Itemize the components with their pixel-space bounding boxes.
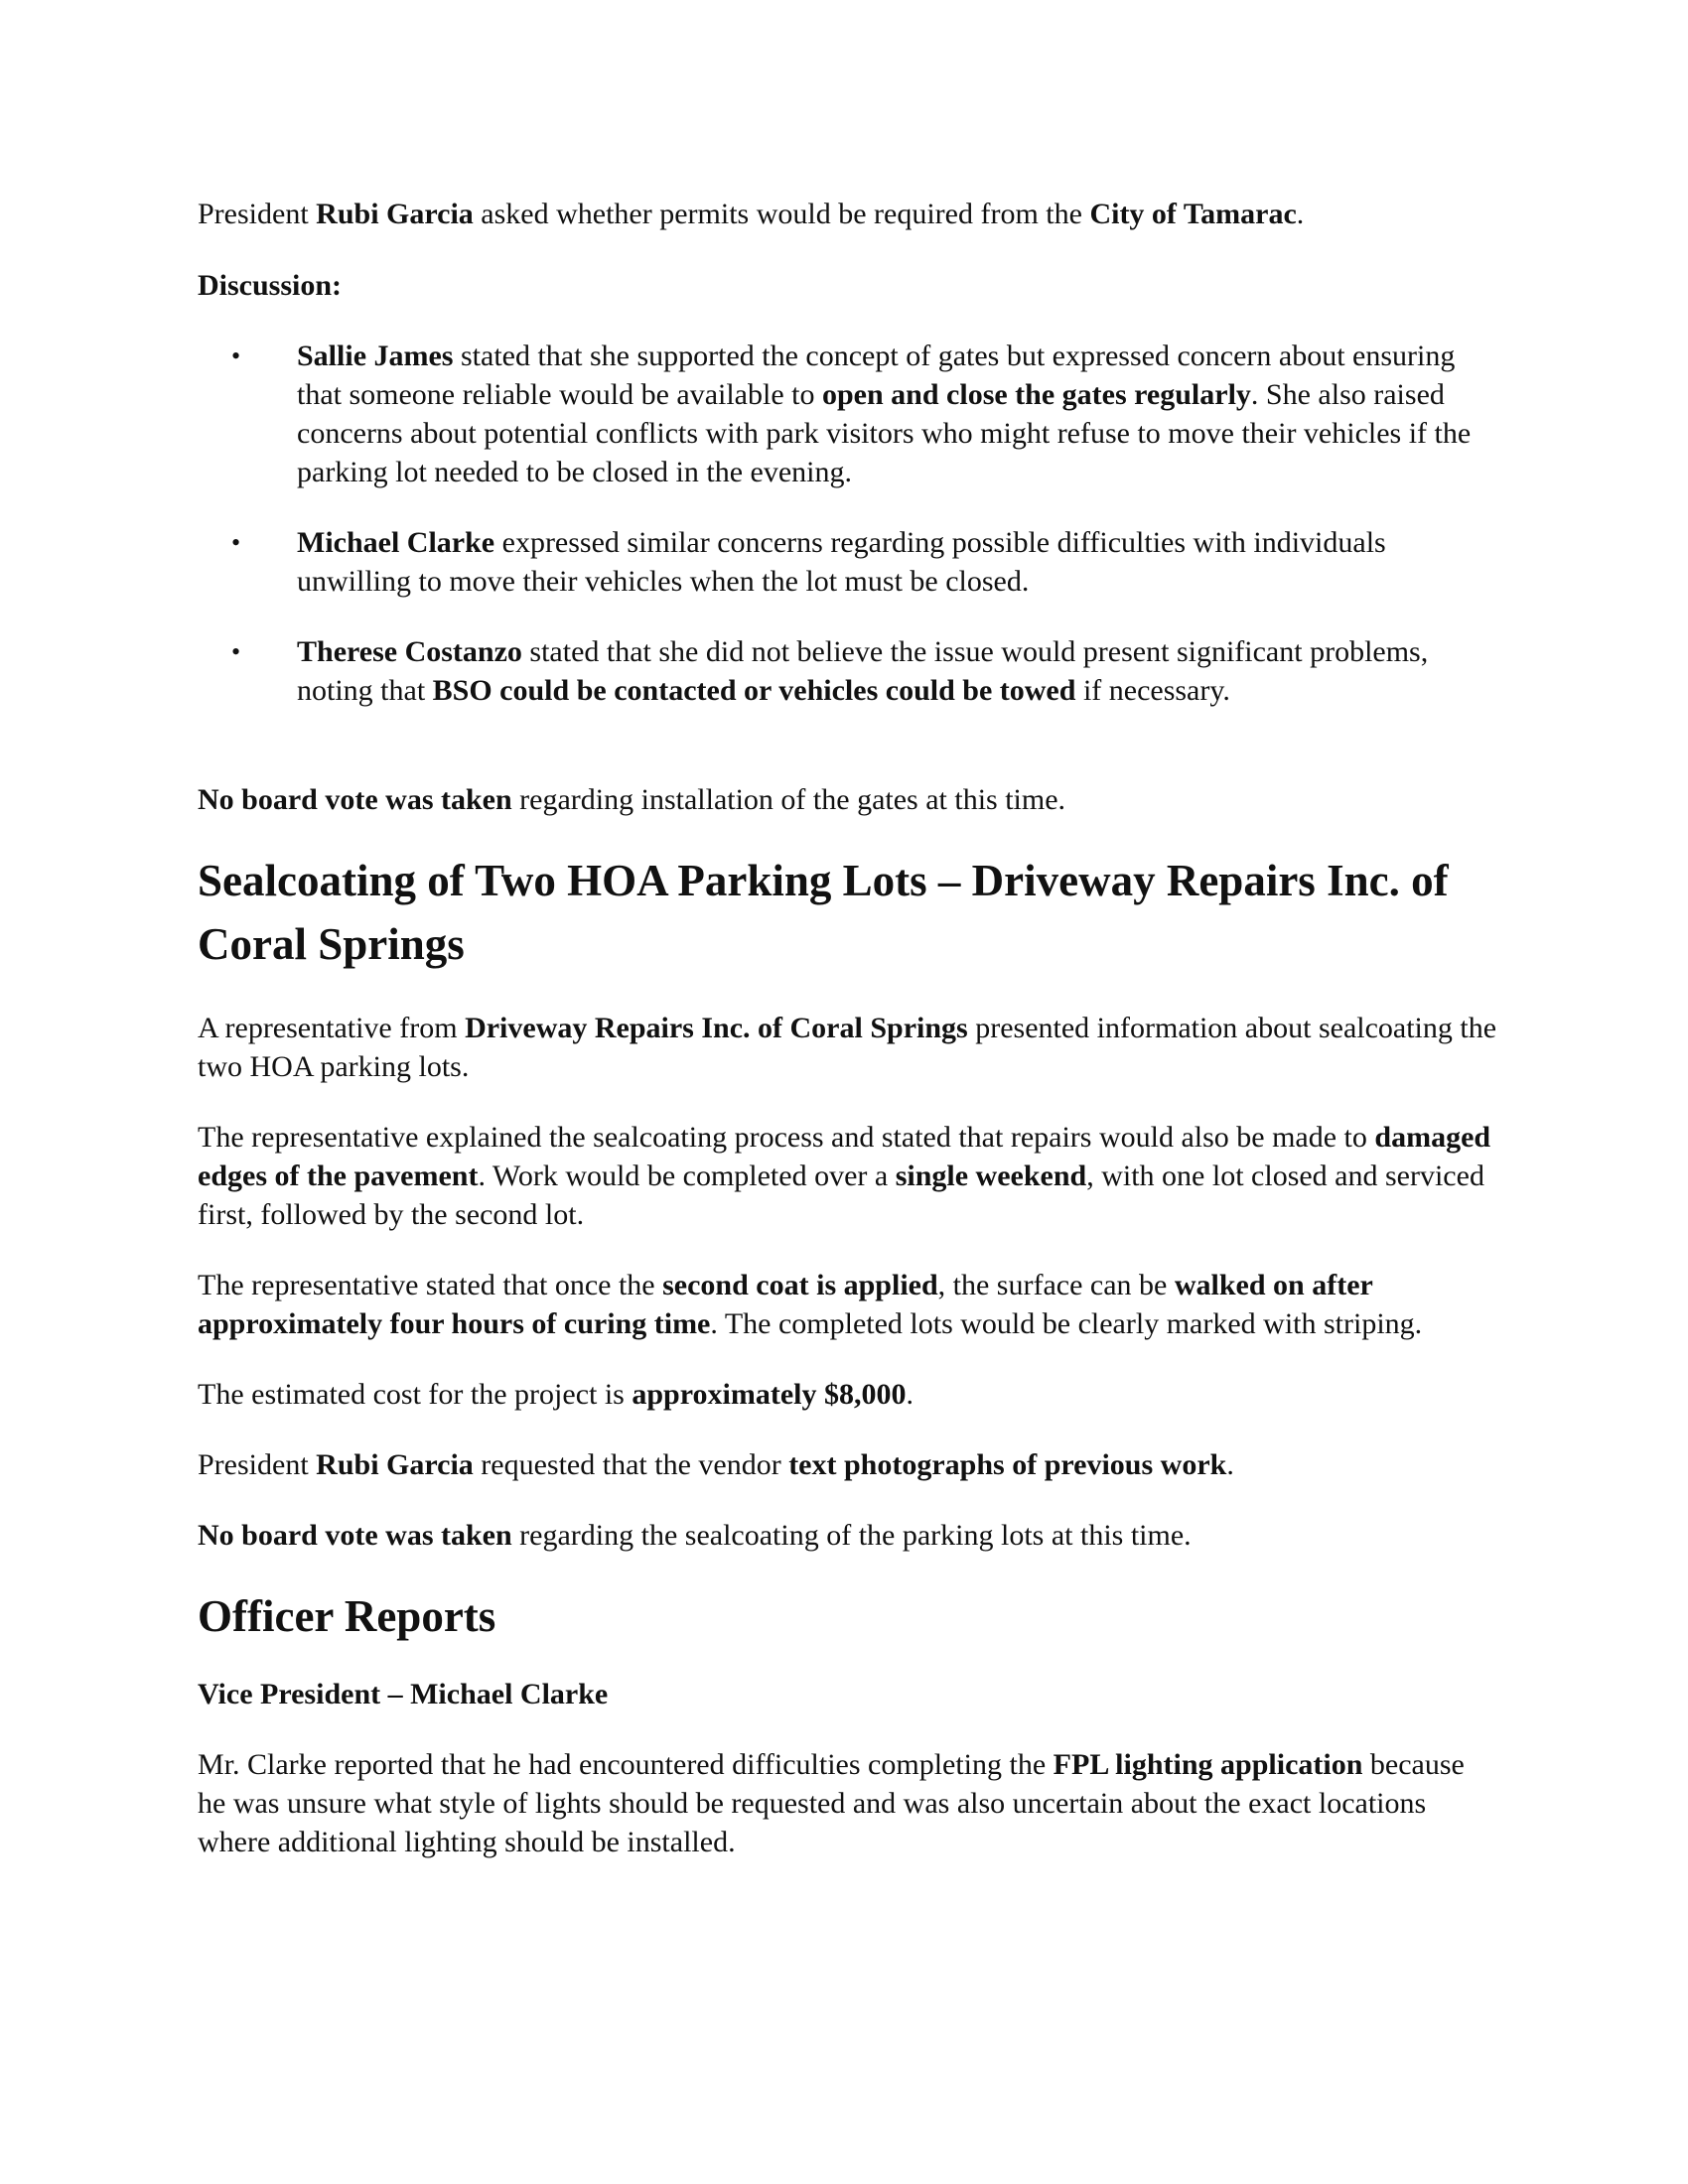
sealcoating-process-paragraph: The representative explained the sealcoating process and stated that repairs would also be made to damaged edges of the pavement. Work would be completed over a single weekend, with one lot closed and serviced first, followed by the second lot. xyxy=(198,1121,1491,1231)
discussion-list xyxy=(198,337,1498,710)
minutes-page xyxy=(198,195,1498,1861)
discussion-label: Discussion: xyxy=(198,269,343,302)
sealcoating-intro-paragraph: A representative from Driveway Repairs Inc. of Coral Springs presented information about sealcoating the two HOA parking lots. xyxy=(198,1012,1497,1083)
officer-reports-heading: Officer Reports xyxy=(198,1591,496,1641)
clarke-report-paragraph: Mr. Clarke reported that he had encountered difficulties completing the FPL lighting application because he was unsure what style of lights should be requested and was also uncertain about the exact locations where additional lighting should be installed. xyxy=(198,1748,1465,1858)
vice-president-subheading: Vice President – Michael Clarke xyxy=(198,1678,609,1710)
gates-vote-paragraph: No board vote was taken regarding installation of the gates at this time. xyxy=(198,783,1066,816)
sealcoating-cost-paragraph: The estimated cost for the project is approximately $8,000. xyxy=(198,1378,914,1411)
bullet-icon: • xyxy=(231,528,241,557)
speaker-name: Therese Costanzo xyxy=(297,635,522,668)
bullet-icon: • xyxy=(231,637,241,666)
speaker-name: Sallie James xyxy=(297,340,454,372)
bullet-icon: • xyxy=(231,341,241,370)
speaker-name: Michael Clarke xyxy=(297,526,495,559)
discussion-item-therese-costanzo: • Therese Costanzo stated that she did not believe the issue would present significant problems, noting that BSO could be contacted or vehicles could be towed if necessary. xyxy=(198,632,1498,710)
discussion-item-michael-clarke: • Michael Clarke expressed similar concerns regarding possible difficulties with individuals unwilling to move their vehicles when the lot must be closed. xyxy=(198,523,1498,601)
rubi-garcia-name: Rubi Garcia xyxy=(316,198,474,230)
city-of-tamarac: City of Tamarac xyxy=(1089,198,1297,230)
sealcoating-heading: Sealcoating of Two HOA Parking Lots – Driveway Repairs Inc. of Coral Springs xyxy=(198,856,1449,969)
discussion-item-sallie-james: • Sallie James stated that she supported the concept of gates but expressed concern about ensuring that someone reliable would be available to open and close the gates regularly. She also raised concerns about potential conflicts with park visitors who might refuse to move their vehicles if the parking lot needed to be closed in the evening. xyxy=(198,337,1498,491)
sealcoating-curing-paragraph: The representative stated that once the second coat is applied, the surface can be walked on after approximately four hours of curing time. The completed lots would be clearly marked with striping. xyxy=(198,1269,1423,1340)
sealcoating-vote-paragraph: No board vote was taken regarding the sealcoating of the parking lots at this time. xyxy=(198,1519,1192,1552)
sealcoating-photos-paragraph: President Rubi Garcia requested that the vendor text photographs of previous work. xyxy=(198,1448,1234,1481)
permits-question-paragraph: President Rubi Garcia asked whether permits would be required from the City of Tamarac. xyxy=(198,198,1305,230)
